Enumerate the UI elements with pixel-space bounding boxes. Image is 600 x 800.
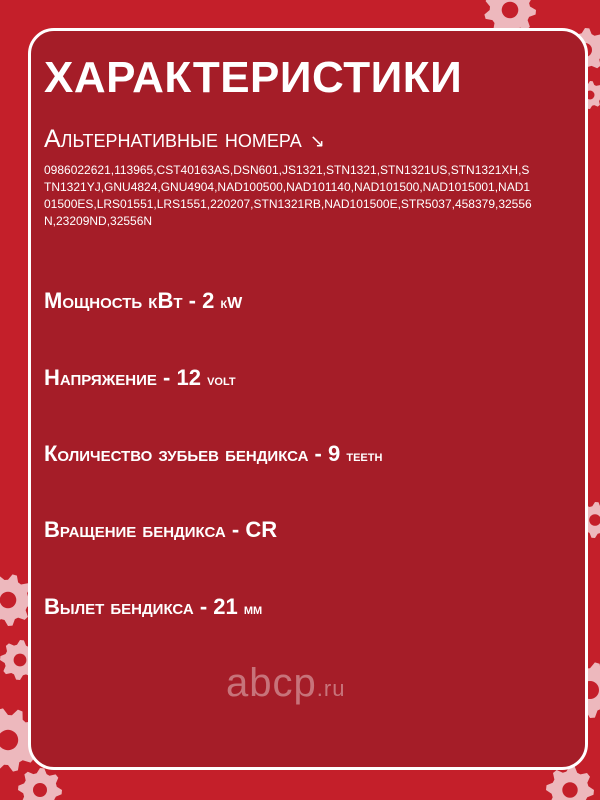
spec-label: Вылет бендикса: [44, 594, 194, 619]
alternative-numbers-label: Альтернативные номера: [44, 125, 302, 153]
gear-hole: [502, 2, 519, 19]
watermark-suffix: .ru: [316, 676, 346, 701]
spec-unit: мм: [243, 601, 263, 618]
gear-hole: [14, 654, 27, 667]
spec-label: Вращение бендикса: [44, 517, 226, 542]
alternative-numbers-list: 0986022621,113965,CST40163AS,DSN601,JS1321,STN1321,STN1321US,STN1321XH,STN1321YJ,GNU4824,GNU4904,NAD100500,NAD101140,NAD101500,NAD1015001,NAD101500ES,LRS01551,LRS1551,220207,STN1321RB,NAD101500E,STR5037,458379,32556N,23209ND,32556N: [44, 163, 532, 228]
abcp-watermark: [226, 660, 345, 712]
gear-hole: [33, 783, 47, 797]
spec-unit: volt: [207, 372, 236, 389]
spec-teeth-count: [44, 440, 382, 471]
arrow-down-right-icon: ↘: [309, 131, 325, 151]
spec-value: 21: [213, 594, 238, 619]
spec-label: Мощность кВт: [44, 288, 183, 313]
gear-hole: [562, 782, 577, 797]
spec-unit: кW: [220, 295, 243, 312]
spec-rotation: [44, 516, 277, 547]
alternative-numbers-heading: [44, 124, 325, 156]
spec-pinion-offset: [44, 593, 262, 624]
spec-separator: -: [182, 288, 203, 313]
spec-value: CR: [245, 517, 278, 542]
spec-value: 2: [202, 288, 215, 313]
spec-label: Количество зубьев бендикса: [44, 441, 309, 466]
spec-separator: -: [225, 517, 246, 542]
spec-value: 12: [176, 365, 201, 390]
spec-voltage: [44, 364, 236, 395]
spec-unit: teeth: [346, 448, 383, 465]
gear-hole: [0, 592, 16, 609]
spec-label: Напряжение: [44, 365, 157, 390]
spec-separator: -: [156, 365, 177, 390]
spec-separator: -: [193, 594, 214, 619]
spec-separator: -: [308, 441, 328, 466]
spec-value: 9: [328, 441, 341, 466]
watermark-main: abcp: [226, 661, 317, 705]
page-title: ХАРАКТЕРИСТИКИ: [44, 53, 463, 102]
spec-power: [44, 287, 242, 318]
